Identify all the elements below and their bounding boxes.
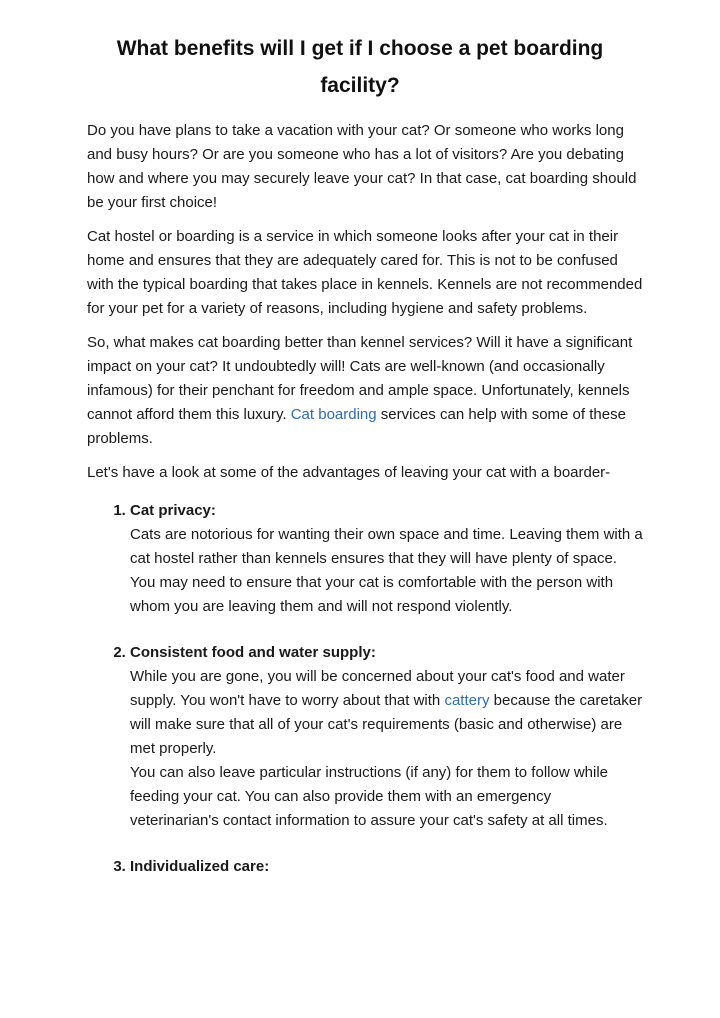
document-title: What benefits will I get if I choose a pet boarding facility?: [116, 37, 604, 97]
list-item-heading: 1. Cat privacy:: [130, 502, 216, 519]
list-item-text: Cats are notorious for wanting their own space and time. Leaving them with a cat hostel rather than kennels ensures that they will have plenty of space. You may need to ensure that your cat is comfortable with the person with whom you are leaving them and will not respond violently.: [130, 526, 643, 615]
intro-paragraph: Do you have plans to take a vacation with your cat? Or someone who works long and busy hours? Or are you someone who has a lot of visitors? Are you debating how and where you may securely leave your cat? In that case, cat boarding should be your first choice!: [87, 122, 637, 211]
advantages-intro-paragraph: Let's have a look at some of the advantages of leaving your cat with a boarder-: [87, 464, 611, 481]
list-item-text: [130, 665, 643, 761]
comparison-text-start: So, what makes cat boarding better than kennel services? Will it have a significant impact on your cat? It undoubtedly will! Cats are well-known (and occasionally infamous) for their penchant for freedom and ample space. Unfortunately, kennels cannot afford them this luxury.: [87, 334, 633, 423]
definition-paragraph: Cat hostel or boarding is a service in which someone looks after your cat in their home and ensures that they are adequately cared for. This is not to be confused with the typical boarding that takes place in kennels. Kennels are not recommended for your pet for a variety of reasons, including hygiene and safety problems.: [87, 228, 643, 317]
list-item-individualized-care: [130, 855, 643, 879]
food-text-end: because the caretaker will make sure that all of your cat's requirements (basic and otherwise) are met properly.: [130, 692, 643, 757]
list-item-heading: 2. Consistent food and water supply:: [130, 644, 376, 661]
list-item-food-water: [130, 641, 643, 833]
list-item-text-secondary: You can also leave particular instructions (if any) for them to follow while feeding your cat. You can also provide them with an emergency veterinarian's contact information to assure your cat's safety at all times.: [130, 764, 609, 829]
advantages-list: [87, 499, 643, 879]
food-text-start: While you are gone, you will be concerned about your cat's food and water supply. You won't have to worry about that with: [130, 668, 625, 709]
list-item-cat-privacy: [130, 499, 643, 619]
cat-boarding-link[interactable]: Cat boarding: [290, 406, 377, 423]
comparison-paragraph: [87, 331, 643, 451]
list-item-heading: 3. Individualized care:: [130, 858, 270, 875]
cattery-link[interactable]: cattery: [444, 692, 490, 709]
document-body: [87, 119, 643, 901]
comparison-text-end: services can help with some of these problems.: [87, 406, 626, 447]
